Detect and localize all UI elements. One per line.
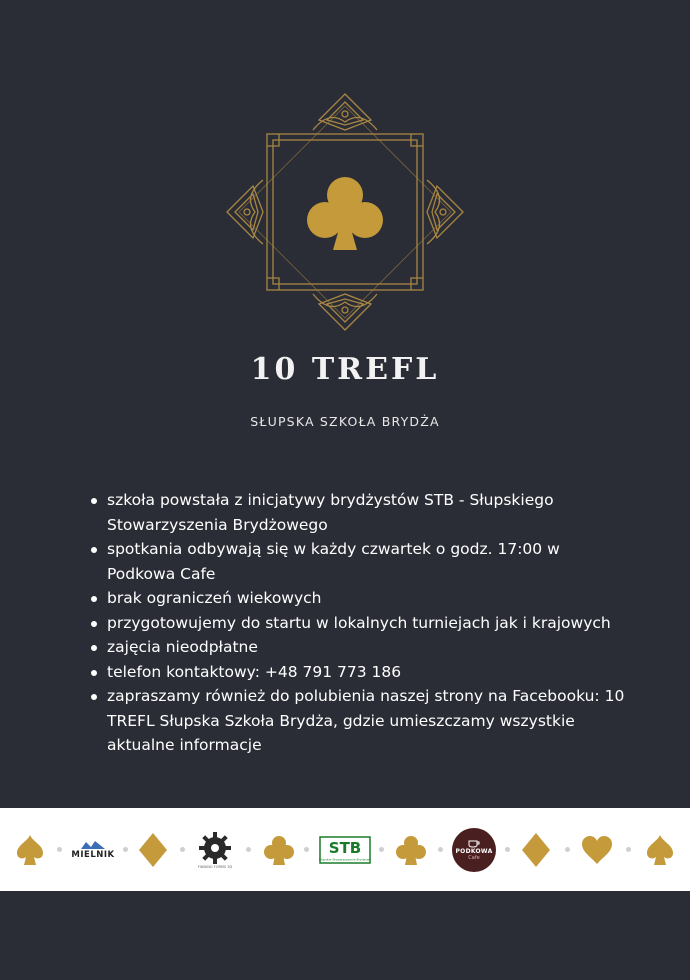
list-item: przygotowujemy do startu w lokalnych turniejach jak i krajowych (88, 611, 628, 636)
list-item: spotkania odbywają się w każdy czwartek o godz. 17:00 w Podkowa Cafe (88, 537, 628, 586)
podkowa-sub: Cafe (468, 854, 480, 861)
sponsor-bar (0, 808, 690, 891)
stb-logo (318, 808, 372, 891)
separator-dot (626, 847, 631, 852)
separator-dot (304, 847, 309, 852)
diamond-icon (137, 808, 169, 891)
separator-dot (123, 847, 128, 852)
list-item: szkoła powstała z inicjatywy brydżystów STB - Słupskiego Stowarzyszenia Brydżowego (88, 488, 628, 537)
stb-logo-caption: Słupskie Stowarzyszenie Brydżowe (319, 857, 371, 861)
list-item: brak ograniczeń wiekowych (88, 586, 628, 611)
separator-dot (246, 847, 251, 852)
podkowa-cafe-logo (451, 808, 497, 891)
heart-icon (580, 808, 614, 891)
info-list (88, 488, 628, 758)
spade-icon (14, 808, 46, 891)
separator-dot (438, 847, 443, 852)
separator-dot (565, 847, 570, 852)
podkowa-name: PODKOWA (455, 847, 493, 855)
club-icon (394, 808, 428, 891)
club-icon (307, 177, 383, 250)
page-title: 10 TREFL (250, 352, 440, 387)
page-subtitle: SŁUPSKA SZKOŁA BRYDŻA (250, 414, 440, 429)
spade-icon (644, 808, 676, 891)
separator-dot (505, 847, 510, 852)
separator-dot (379, 847, 384, 852)
list-item: zajęcia nieodpłatne (88, 635, 628, 660)
list-item: zapraszamy również do polubienia naszej strony na Facebooku: 10 TREFL Słupska Szkoła Brydża, gdzie umieszczamy wszystkie aktualne informacje (88, 684, 628, 758)
club-emblem (225, 92, 465, 332)
separator-dot (57, 847, 62, 852)
stb-logo-text: STB (328, 838, 362, 857)
list-item: telefon kontaktowy: +48 791 773 186 (88, 660, 628, 685)
diamond-icon (520, 808, 552, 891)
club-icon (262, 808, 296, 891)
separator-dot (180, 847, 185, 852)
mielnik-logo: MIELNIK (68, 808, 118, 891)
gear-logo: FINDING FORMS 3D (192, 808, 238, 891)
